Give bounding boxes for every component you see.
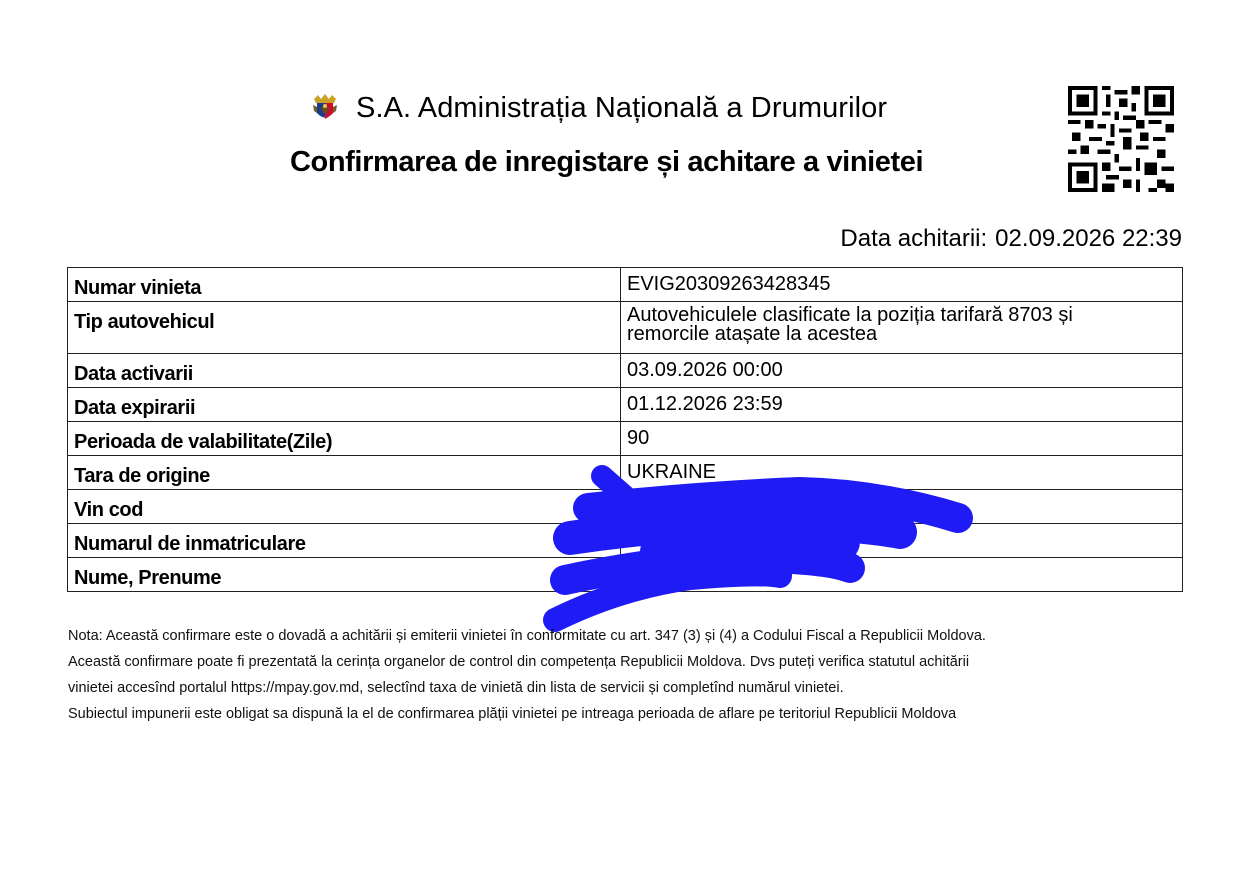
row-label: Data expirarii: [68, 388, 621, 422]
legal-note: [68, 623, 1188, 727]
organization-name: S.A. Administrația Națională a Drumurilor: [356, 91, 888, 124]
organization-header: [312, 88, 887, 128]
row-label: Numarul de inmatriculare: [68, 524, 621, 558]
row-label: Tip autovehicul: [68, 302, 621, 354]
table-row: [68, 456, 1183, 490]
row-value: 01.12.2026 23:59: [621, 388, 1183, 422]
row-label: Nume, Prenume: [68, 558, 621, 592]
row-value-line1: Autovehiculele clasificate la poziția tarifară 8703 și: [627, 304, 1073, 326]
note-line: vinietei accesînd portalul https://mpay.gov.md, selectînd taxa de vinietă din lista de servicii și completînd numărul vinietei.: [68, 680, 844, 696]
row-value: 03.09.2026 00:00: [621, 354, 1183, 388]
document-title: Confirmarea de inregistare și achitare a vinietei: [290, 146, 924, 178]
row-value: 90: [621, 422, 1183, 456]
table-row: [68, 268, 1183, 302]
qr-code-icon: [1068, 86, 1174, 192]
row-label: Data activarii: [68, 354, 621, 388]
row-value: EVIG20309263428345: [621, 268, 1183, 302]
table-row: [68, 388, 1183, 422]
vignette-details-table: [67, 267, 1183, 592]
table-row: [68, 558, 1183, 592]
row-label: Tara de origine: [68, 456, 621, 490]
table-row: [68, 302, 1183, 354]
moldova-coat-of-arms-icon: [312, 93, 338, 123]
payment-date-label: Data achitarii:: [840, 225, 988, 252]
table-row: [68, 490, 1183, 524]
row-label: Vin cod: [68, 490, 621, 524]
row-value: UKRAINE: [621, 456, 1183, 490]
table-row: [68, 524, 1183, 558]
payment-date: [840, 225, 1182, 253]
row-value: [621, 558, 1183, 592]
row-value-line2: remorcile atașate la acestea: [627, 323, 878, 345]
row-value: [621, 490, 1183, 524]
note-line: Subiectul impunerii este obligat sa dispună la el de confirmarea plății vinietei pe intreaga perioada de aflare pe teritoriul Republicii Moldova: [68, 706, 957, 722]
table-row: [68, 422, 1183, 456]
payment-date-value: 02.09.2026 22:39: [995, 225, 1182, 252]
note-line: Această confirmare poate fi prezentată la cerința organelor de control din competența Republicii Moldova. Dvs puteți verifica statutul achitării: [68, 654, 970, 670]
row-value: [621, 524, 1183, 558]
row-label: Numar vinieta: [68, 268, 621, 302]
row-label: Perioada de valabilitate(Zile): [68, 422, 621, 456]
note-line: Nota: Această confirmare este o dovadă a achitării și emiterii vinietei în conformitate cu art. 347 (3) și (4) a Codului Fiscal a Republicii Moldova.: [68, 628, 986, 644]
table-row: [68, 354, 1183, 388]
row-value: [621, 302, 1183, 354]
